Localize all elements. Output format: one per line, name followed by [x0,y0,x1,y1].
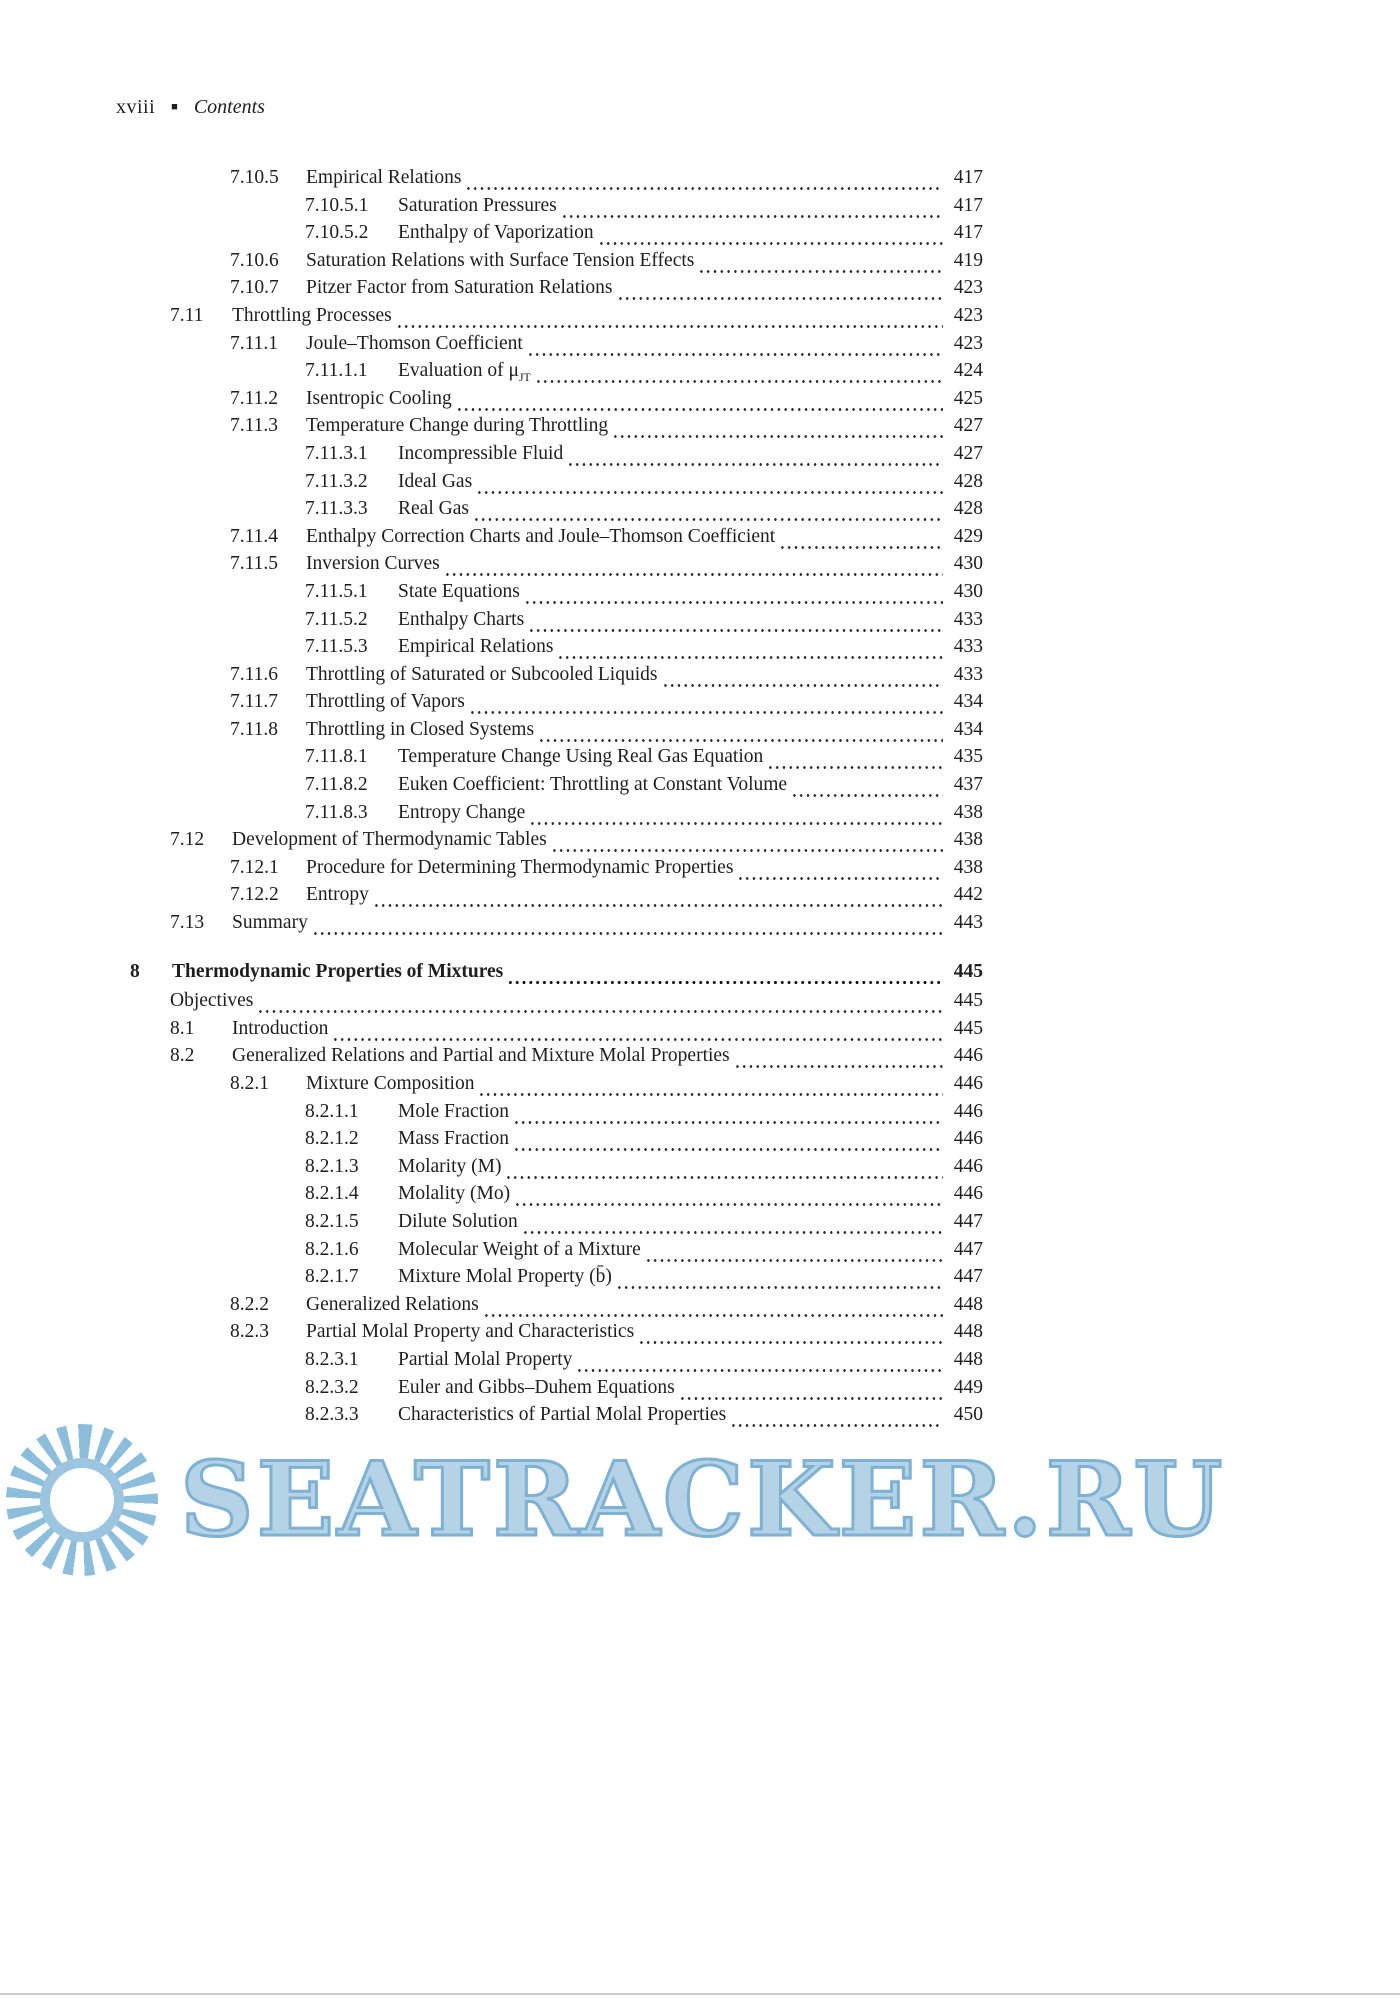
toc-entry-number: 7.11.8.1 [305,746,368,768]
toc-entry-title: Empirical Relations [398,636,554,658]
dot-leader [312,930,943,937]
toc-entry-page-number: 445 [953,960,983,982]
toc-entry-number: 7.12.2 [230,884,279,906]
toc-entry-page-number: 433 [953,663,983,685]
toc-row [130,357,983,385]
toc-entry-title: Mixture Composition [306,1073,475,1094]
toc-entry-page-number: 446 [953,1155,983,1177]
toc-row [130,743,983,771]
dot-leader [538,736,943,743]
toc-row [130,1401,983,1429]
dot-leader [638,1339,943,1346]
toc-entry-title: Enthalpy of Vaporization [398,222,594,244]
toc-entry-number: 7.11 [170,304,204,326]
toc-entry-number: 8.2.1.1 [305,1100,359,1122]
toc-entry-page-number: 442 [953,884,983,906]
toc-entry-number: 7.11.3.3 [305,498,368,520]
toc-entry-title: Joule–Thomson Coefficient [306,332,523,354]
toc-row [130,219,983,247]
toc-entry-page-number: 445 [953,1017,983,1039]
toc-entry-number: 7.11.8.2 [305,774,368,796]
page-number-label: xviii [116,96,156,118]
watermark-text: SEATRACKER.RU [180,1440,1226,1560]
toc-entry-page-number: 438 [953,829,983,851]
toc-entry-page-number: 417 [953,194,983,216]
dot-leader [528,626,943,633]
toc-entry-page-number: 430 [953,553,983,575]
toc-entry-number: 8.2.1.6 [305,1238,359,1260]
toc-entry-title: Partial Molal Property and Characteristics [306,1321,635,1343]
toc-row [130,247,983,275]
toc-entry-number: 7.12.1 [230,856,279,878]
toc-entry-page-number: 446 [953,1100,983,1122]
toc-row [130,1208,983,1236]
dot-leader [679,1394,943,1401]
toc-entry-number: 8.2 [170,1045,195,1067]
dot-leader [524,599,943,606]
toc-entry-page-number: 427 [953,415,983,437]
toc-entry-number: 8.2.1.4 [305,1183,359,1205]
toc-entry-number: 7.11.5.3 [305,636,368,658]
toc-row [130,274,983,302]
toc-entry-page-number: 433 [953,636,983,658]
toc-row [130,1098,983,1126]
toc-entry-title: Mass Fraction [398,1128,510,1150]
dot-leader [567,461,943,468]
dot-leader [513,1146,943,1153]
toc-entry-title: Molarity (M) [398,1155,502,1177]
toc-entry-page-number: 447 [953,1266,983,1288]
toc-entry-page-number: 417 [953,222,983,244]
toc-entry-title: Euler and Gibbs–Duhem Equations [398,1376,675,1398]
toc-row [130,330,983,358]
running-head [116,96,265,119]
toc-entry-title: Temperature Change Using Real Gas Equation [398,746,764,768]
toc-row [130,302,983,330]
toc-entry-number: 8.2.1.7 [305,1266,359,1288]
toc-entry-title: Throttling in Closed Systems [306,718,535,740]
toc-entry-page-number: 438 [953,856,983,878]
toc-entry-number: 7.11.5.1 [305,580,368,602]
toc-row [130,164,983,192]
toc-row [130,1125,983,1153]
toc-row [130,1346,983,1374]
toc-entry-number: 7.10.5 [230,167,279,188]
toc-row [130,1015,983,1043]
dot-leader [791,792,943,799]
dot-leader [576,1367,943,1374]
toc-entry-number: 7.11.8.3 [305,801,368,823]
toc-row [130,606,983,634]
toc-entry-title: Euken Coefficient: Throttling at Constant Volume [398,774,788,796]
toc-entry-page-number: 424 [953,360,983,382]
toc-entry-number: 7.11.1 [230,332,279,354]
toc-entry-title: Partial Molal Property [398,1348,573,1370]
toc-row [130,1153,983,1181]
dot-leader [535,378,943,385]
toc-entry-title: Mole Fraction [398,1100,510,1122]
dot-leader [513,1118,943,1125]
dot-leader [396,323,943,330]
toc-entry-number: 7.10.6 [230,249,279,271]
toc-row [130,1263,983,1291]
toc-entry-number: 7.10.5.2 [305,222,369,244]
toc-entry-number: 7.12 [170,829,205,851]
toc-entry-title: Empirical Relations [306,167,462,188]
dot-leader [465,185,943,192]
dot-leader [483,1311,943,1318]
toc-entry-title: Throttling Processes [232,304,392,326]
toc-entry-title: Enthalpy Correction Charts and Joule–Thomson Coefficient [306,525,776,547]
dot-leader [662,681,944,688]
dot-leader [551,847,943,854]
toc-entry-page-number: 446 [953,1045,983,1067]
toc-row [130,854,983,882]
toc-entry-title: Introduction [232,1017,329,1039]
dot-leader [444,571,943,578]
toc-entry-title: Development of Thermodynamic Tables [232,829,547,851]
dot-leader [476,488,943,495]
toc-entry-title: Procedure for Determining Thermodynamic Properties [306,856,734,878]
toc-entry-page-number: 434 [953,691,983,713]
dot-leader [373,902,943,909]
toc-entry-page-number: 428 [953,498,983,520]
toc-row [130,958,983,986]
toc-entry-page-number: 445 [953,990,983,1012]
toc-row [130,578,983,606]
toc-entry-title: Dilute Solution [398,1210,518,1232]
toc-entry-title: Temperature Change during Throttling [306,415,609,437]
toc-row [130,716,983,744]
toc-entry-title: Enthalpy Charts [398,608,525,630]
toc-entry-page-number: 423 [953,304,983,326]
toc-entry-number: 8.2.1.2 [305,1128,359,1150]
dot-leader [598,240,943,247]
toc-entry-page-number: 446 [953,1073,983,1094]
toc-entry-title: Evaluation of $\mu_{JT}$ [398,360,531,385]
toc-entry-number: 8.2.3.2 [305,1376,359,1398]
toc-entry-page-number: 435 [953,746,983,768]
toc-entry-title-subscript: JT [518,371,531,385]
dot-leader [507,978,943,985]
dot-leader [561,212,943,219]
toc-row [130,550,983,578]
toc-entry-title: Entropy Change [398,801,526,823]
toc-entry-page-number: 443 [953,912,983,934]
dot-leader [617,295,943,302]
toc-row [130,771,983,799]
toc-entry-number: 7.10.5.1 [305,194,369,216]
toc-entry-number: 7.11.3 [230,415,279,437]
toc-entry-title: Entropy [306,884,369,906]
toc-row [130,688,983,716]
toc-row [130,633,983,661]
toc-entry-title: Generalized Relations [306,1293,479,1315]
toc-row [130,1042,983,1070]
toc-entry-number: 8.2.3.1 [305,1348,359,1370]
toc-entry-page-number: 437 [953,774,983,796]
toc-entry-page-number: 428 [953,470,983,492]
toc-entry-page-number: 448 [953,1321,983,1343]
toc-entry-number: 8.2.1.5 [305,1210,359,1232]
toc-row [130,1180,983,1208]
toc-entry-title: Real Gas [398,498,469,520]
toc-entry-number: 8.2.2 [230,1293,269,1315]
toc-entry-title: State Equations [398,580,520,602]
toc-entry-page-number: 423 [953,277,983,299]
dot-leader [456,405,943,412]
toc-entry-page-number: 423 [953,332,983,354]
dot-leader [332,1035,943,1042]
dot-leader [698,267,943,274]
dot-leader [527,350,943,357]
toc-entry-title: Summary [232,912,308,934]
sun-icon [6,1424,158,1576]
dot-leader [522,1229,943,1236]
toc-entry-page-number: 447 [953,1238,983,1260]
toc-entry-page-number: 427 [953,442,983,464]
toc-entry-number: 7.13 [170,912,205,934]
toc-entry-number: 7.11.8 [230,718,279,740]
toc-row [130,192,983,220]
dot-leader [779,543,943,550]
toc-row [130,987,983,1015]
toc-entry-number: 8.2.3.3 [305,1404,359,1426]
toc-entry-page-number: 450 [953,1404,983,1426]
toc-row [130,1374,983,1402]
toc-entry-title: Incompressible Fluid [398,442,564,464]
toc-entry-number: 8.2.3 [230,1321,269,1343]
page-bottom-edge [0,1993,1400,1995]
toc-entry-title: Throttling of Vapors [306,691,465,713]
toc-entry-number: 8.2.1.3 [305,1155,359,1177]
contents-title: Contents [193,96,265,118]
toc-entry-title: Molality (Mo) [398,1183,511,1205]
toc-entry-number: 8.2.1 [230,1073,269,1094]
dot-leader [257,1008,943,1015]
dot-leader [473,516,943,523]
toc-row [130,1318,983,1346]
sun-core [40,1458,124,1542]
toc-entry-page-number: 417 [953,167,983,188]
toc-entry-number: 7.11.3.1 [305,442,368,464]
toc-entry-title: Objectives [170,990,254,1012]
toc-entry-title: Saturation Relations with Surface Tension Effects [306,249,695,271]
toc-entry-title: Molecular Weight of a Mixture [398,1238,641,1260]
dot-leader [730,1422,943,1429]
dot-leader [469,709,943,716]
toc-entry-page-number: 430 [953,580,983,602]
toc-row [130,1070,983,1098]
toc-row [130,1236,983,1264]
toc-entry-title: Characteristics of Partial Molal Properties [398,1404,727,1426]
toc-entry-number: 7.11.3.2 [305,470,368,492]
watermark [6,1424,1225,1576]
toc-entry-title: Pitzer Factor from Saturation Relations [306,277,613,299]
toc-entry-number: 7.11.5.2 [305,608,368,630]
toc-entry-page-number: 434 [953,718,983,740]
dot-leader [478,1091,943,1098]
toc-row [130,440,983,468]
dot-leader [612,433,943,440]
toc-entry-number: 8 [130,960,140,982]
toc-entry-title: Saturation Pressures [398,194,557,216]
toc-row [130,412,983,440]
toc-entry-number: 7.10.7 [230,277,279,299]
toc-entry-page-number: 425 [953,387,983,409]
toc-entry-number: 7.11.2 [230,387,279,409]
toc-entry-page-number: 446 [953,1128,983,1150]
toc-entry-page-number: 448 [953,1293,983,1315]
toc-entry-title: Inversion Curves [306,553,440,575]
dot-leader [505,1173,943,1180]
dot-leader [529,819,943,826]
toc-entry-page-number: 419 [953,249,983,271]
toc-entry-number: 7.11.7 [230,691,279,713]
toc-row [130,881,983,909]
toc-entry-page-number: 438 [953,801,983,823]
dot-leader [557,654,943,661]
dot-leader [737,874,943,881]
toc-row [130,523,983,551]
toc-entry-page-number: 447 [953,1210,983,1232]
dot-leader [767,764,943,771]
toc-row [130,909,983,937]
toc-entry-title: Isentropic Cooling [306,387,452,409]
dot-leader [616,1284,943,1291]
toc-entry-title: Generalized Relations and Partial and Mixture Molal Properties [232,1045,730,1067]
dot-leader [514,1201,943,1208]
toc-row [130,468,983,496]
toc-row [130,495,983,523]
toc-row [130,826,983,854]
toc-row [130,1291,983,1319]
toc-entry-number: 8.1 [170,1017,195,1039]
toc-entry-number: 7.11.1.1 [305,360,368,382]
square-bullet-icon: ■ [171,101,178,113]
toc-entry-page-number: 433 [953,608,983,630]
toc-entry-number: 7.11.6 [230,663,279,685]
toc-entry-title: Ideal Gas [398,470,473,492]
toc-entry-page-number: 446 [953,1183,983,1205]
dot-leader [645,1256,943,1263]
toc-entry-number: 7.11.4 [230,525,279,547]
toc-entry-title: Throttling of Saturated or Subcooled Liquids [306,663,658,685]
toc-entry-page-number: 448 [953,1348,983,1370]
toc-entry-number: 7.11.5 [230,553,279,575]
toc-entry-title: Mixture Molal Property (b̄) [398,1266,612,1288]
dot-leader [734,1063,943,1070]
toc-entry-title: Thermodynamic Properties of Mixtures [172,960,504,982]
toc-entry-page-number: 429 [953,525,983,547]
toc-list [130,164,983,1429]
toc-row [130,661,983,689]
toc-row [130,799,983,827]
toc-row [130,385,983,413]
toc-entry-page-number: 449 [953,1376,983,1398]
